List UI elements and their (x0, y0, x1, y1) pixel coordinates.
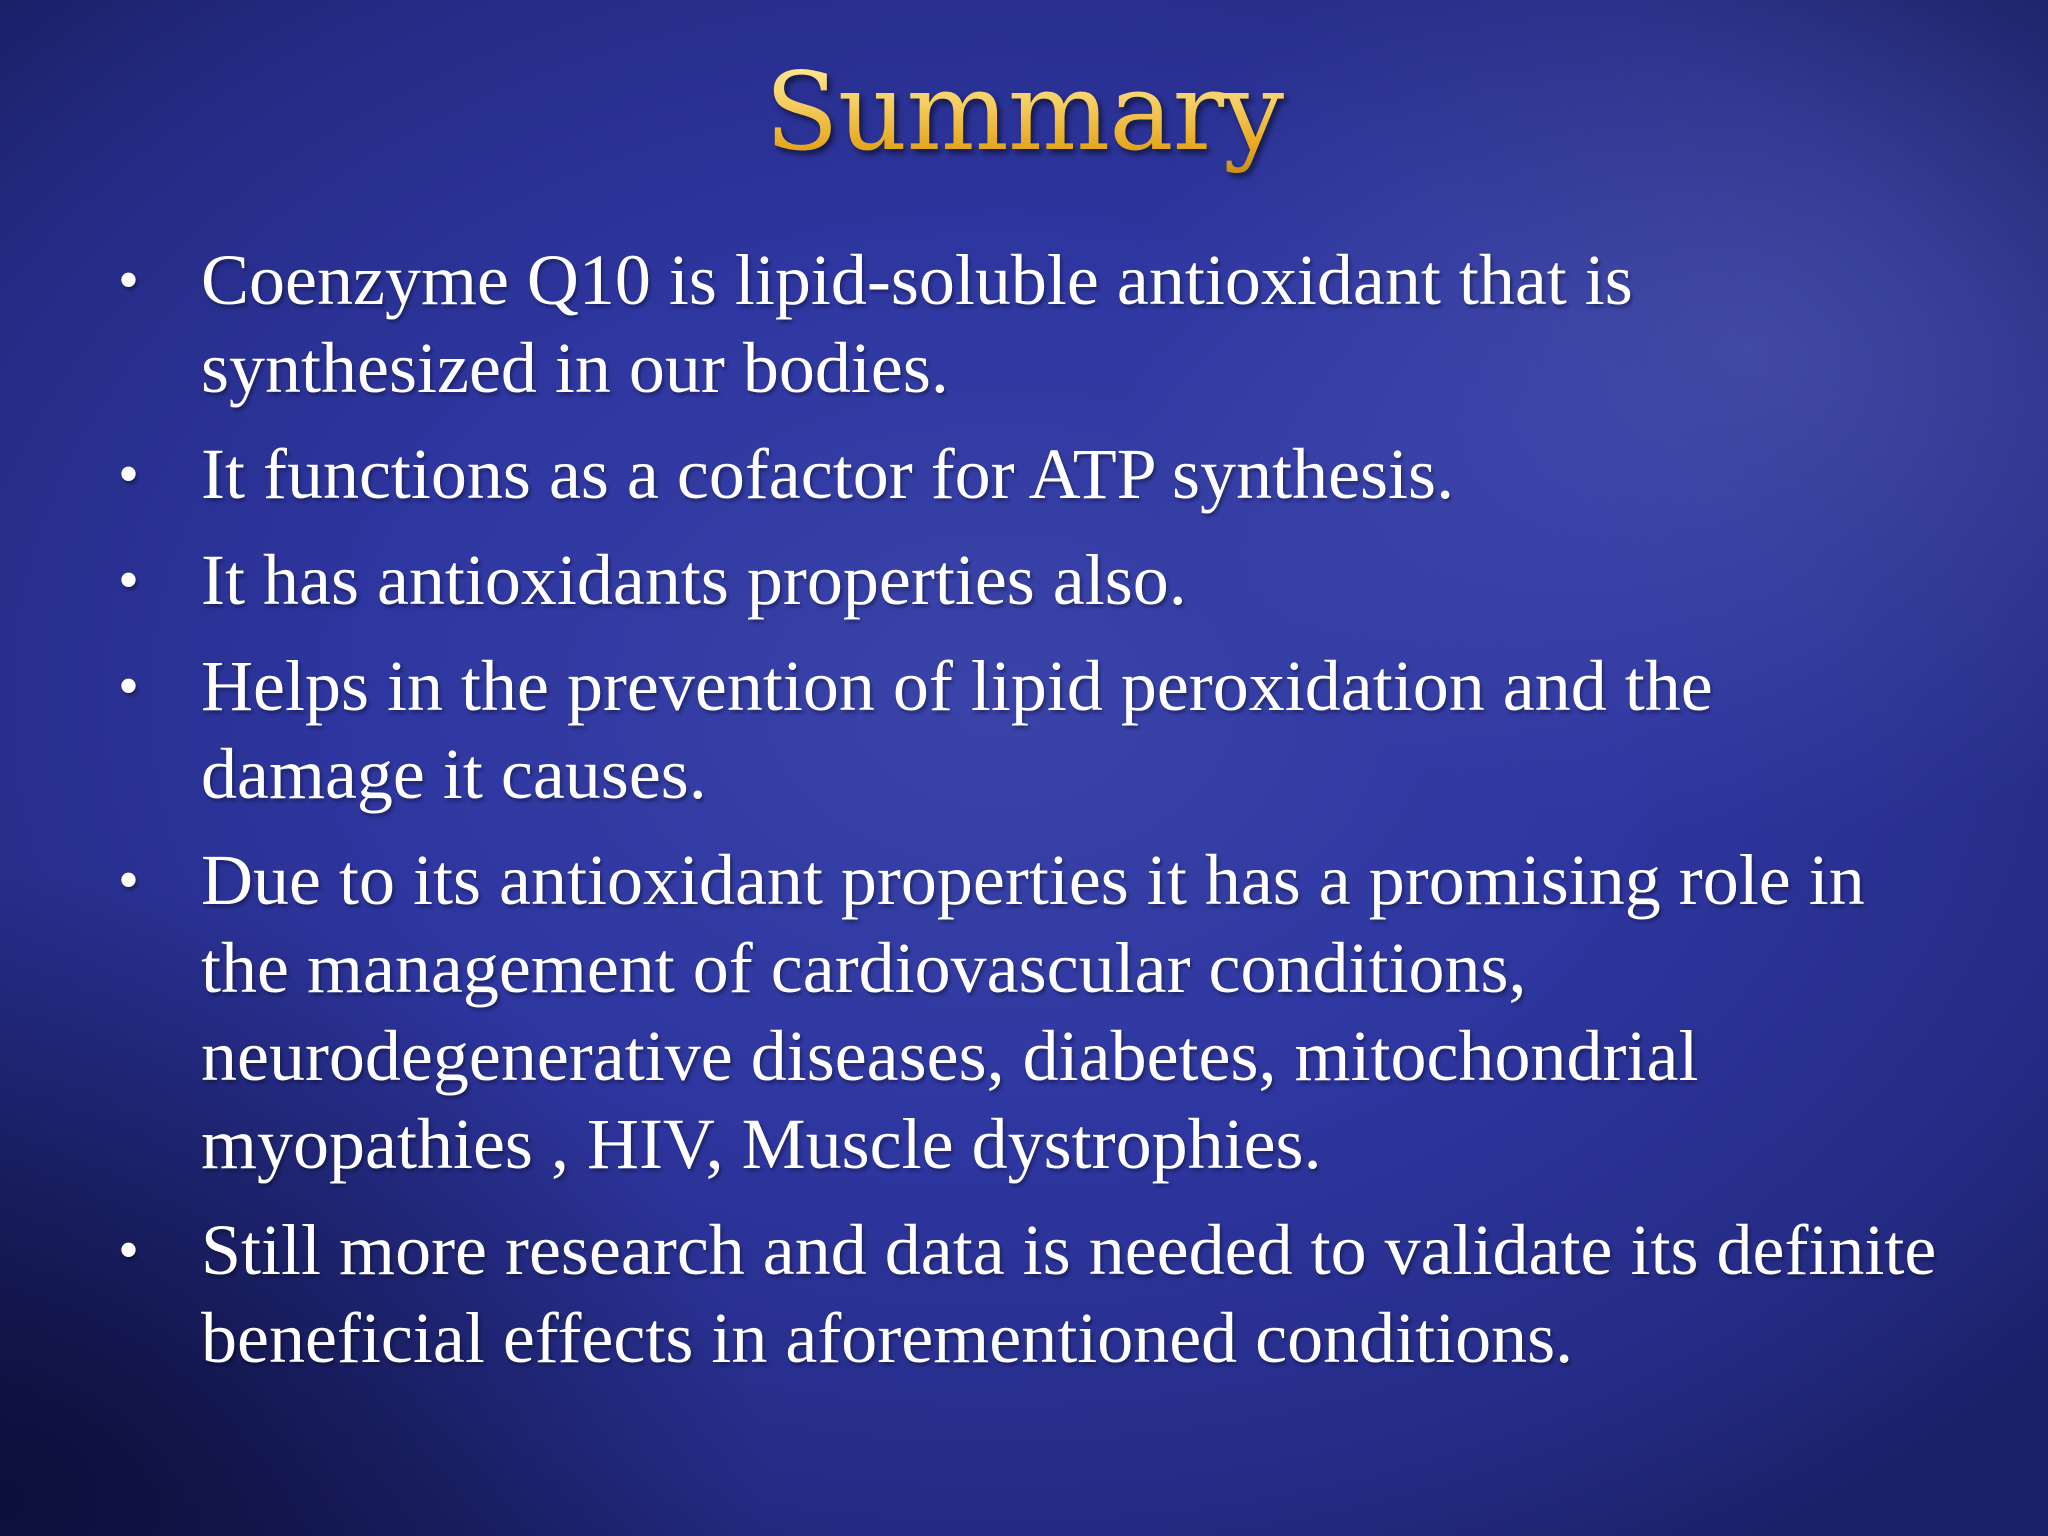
bullet-item (118, 536, 1948, 624)
bullet-icon: • (118, 441, 140, 507)
bullet-icon: • (118, 847, 140, 913)
bullet-list (118, 236, 1948, 1400)
bullet-icon: • (118, 547, 140, 613)
slide-title: Summary (0, 48, 2048, 178)
bullet-item (118, 236, 1948, 412)
bullet-text: Still more research and data is needed to validate its definite beneficial effects in aforementioned conditions. (201, 1210, 1937, 1378)
bullet-text: It functions as a cofactor for ATP synthesis. (201, 434, 1455, 514)
bullet-text: Helps in the prevention of lipid peroxidation and the damage it causes. (201, 646, 1713, 814)
bullet-text: It has antioxidants properties also. (201, 540, 1187, 620)
bullet-text: Due to its antioxidant properties it has a promising role in the management of cardiovascular conditions, neurodegenerative diseases, diabetes, mitochondrial myopathies , HIV, Muscle dystrophies. (201, 840, 1865, 1184)
bullet-item (118, 642, 1948, 818)
bullet-icon: • (118, 653, 140, 719)
bullet-icon: • (118, 1217, 140, 1283)
bullet-item (118, 430, 1948, 518)
bullet-item (118, 836, 1948, 1188)
bullet-icon: • (118, 247, 140, 313)
bullet-item (118, 1206, 1948, 1382)
bullet-text: Coenzyme Q10 is lipid-soluble antioxidant that is synthesized in our bodies. (201, 240, 1633, 408)
